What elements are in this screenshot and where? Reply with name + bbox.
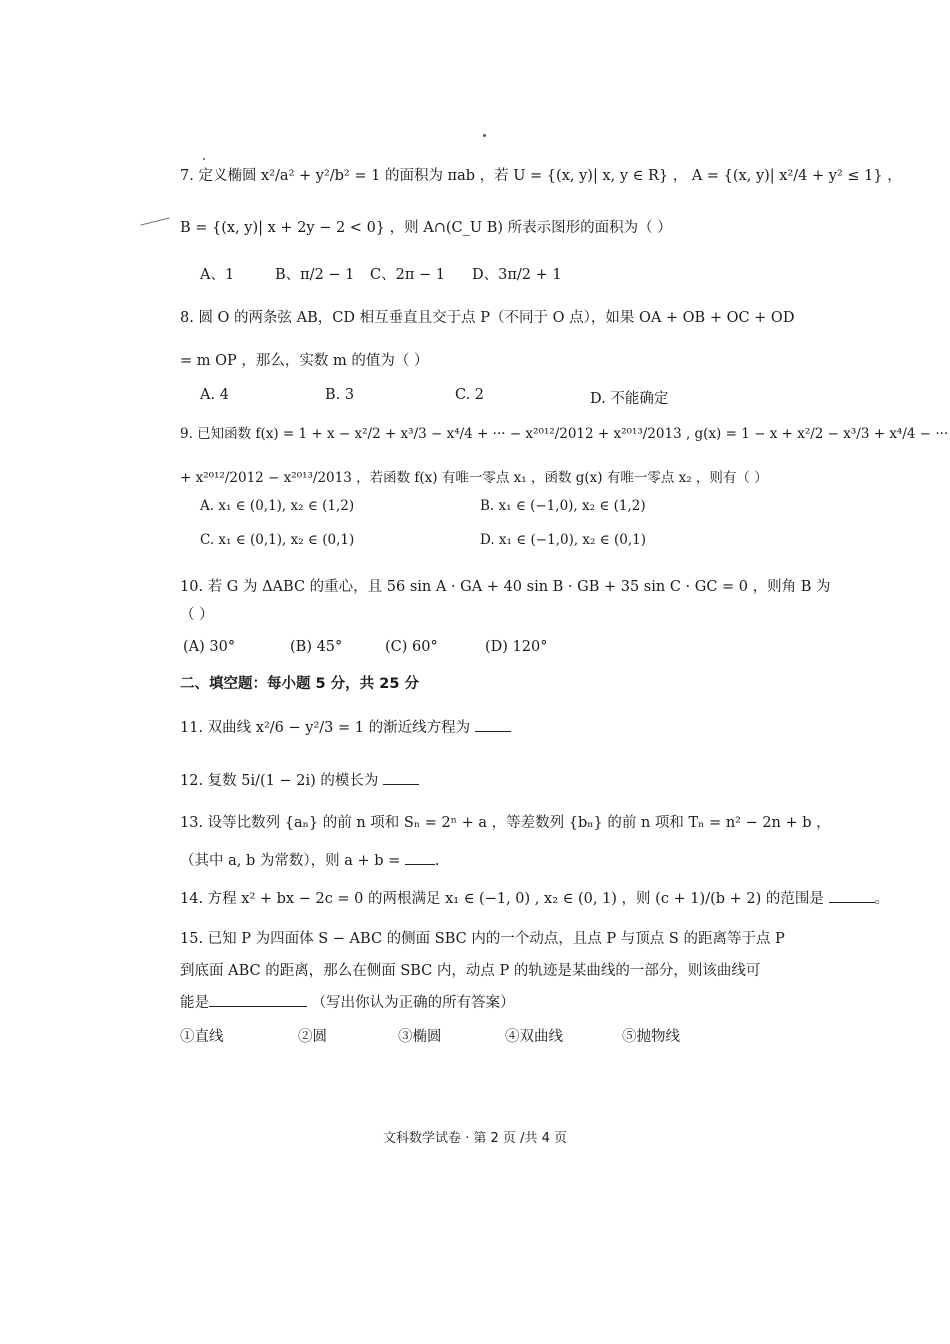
question-14-end: 。 — [874, 891, 889, 907]
question-8-option-d: D. 不能确定 — [590, 391, 669, 407]
question-10-option-d: (D) 120° — [485, 639, 548, 655]
question-9-option-a: A. x₁ ∈ (0,1), x₂ ∈ (1,2) — [200, 498, 355, 514]
answer-blank[interactable] — [829, 888, 875, 903]
question-13-line-2 — [180, 850, 780, 872]
question-13-end: . — [434, 853, 440, 869]
question-15-choice: ④双曲线 — [505, 1029, 563, 1045]
answer-blank[interactable] — [383, 770, 419, 785]
question-13-text: （其中 a, b 为常数），则 a + b = — [180, 853, 401, 869]
question-13-line-1: 13. 设等比数列 {aₙ} 的前 n 项和 Sₙ = 2ⁿ + a ，等差数列 {bₙ} 的前 n 项和 Tₙ = n² − 2n + b ， — [180, 815, 831, 831]
question-9-option-c: C. x₁ ∈ (0,1), x₂ ∈ (0,1) — [200, 532, 355, 548]
question-8-option-c: C. 2 — [455, 387, 485, 403]
question-10-line-1: 10. 若 G 为 ΔABC 的重心，且 56 sin A · GA + 40 sin B · GB + 35 sin C · GC = 0 ，则角 B 为 — [180, 579, 831, 595]
answer-blank[interactable] — [209, 992, 307, 1007]
question-11-text: 11. 双曲线 x²/6 − y²/3 = 1 的渐近线方程为 — [180, 720, 471, 736]
question-8-line-1: 8. 圆 O 的两条弦 AB，CD 相互垂直且交于点 P（不同于 O 点），如果 OA + OB + OC + OD — [180, 310, 795, 326]
question-7-option-c: C、2π − 1 — [370, 267, 445, 283]
question-14 — [180, 888, 889, 910]
section-heading-fill-in: 二、填空题：每小题 5 分，共 25 分 — [180, 676, 419, 692]
question-8-line-2: = m OP ，那么，实数 m 的值为（ ） — [180, 353, 429, 369]
question-10-line-2: （ ） — [180, 607, 214, 623]
question-10-option-b: (B) 45° — [290, 639, 343, 655]
answer-blank[interactable] — [475, 717, 511, 732]
question-9-line-2: + x²⁰¹²/2012 − x²⁰¹³/2013 ，若函数 f(x) 有唯一零点 x₁ ，函数 g(x) 有唯一零点 x₂ ，则有（ ） — [180, 470, 768, 486]
question-15-choice: ③椭圆 — [398, 1029, 442, 1045]
question-15-line-1: 15. 已知 P 为四面体 S − ABC 的侧面 SBC 内的一个动点，且点 P 与顶点 S 的距离等于点 P — [180, 931, 785, 947]
question-15-hint: （写出你认为正确的所有答案） — [311, 995, 515, 1011]
answer-blank[interactable] — [405, 850, 435, 865]
question-10-option-c: (C) 60° — [385, 639, 438, 655]
question-15-line-2: 到底面 ABC 的距离，那么在侧面 SBC 内，动点 P 的轨迹是某曲线的一部分，则该曲线可 — [180, 963, 761, 979]
question-15-choice: ①直线 — [180, 1029, 224, 1045]
question-9-line-1: 9. 已知函数 f(x) = 1 + x − x²/2 + x³/3 − x⁴/4 + ··· − x²⁰¹²/2012 + x²⁰¹³/2013 , g(x) = 1 − x + x²/2 − x³/3 + x⁴/4 − ··· — [180, 426, 949, 442]
question-15-choice: ②圆 — [298, 1029, 327, 1045]
question-9-option-b: B. x₁ ∈ (−1,0), x₂ ∈ (1,2) — [480, 498, 646, 514]
question-7-line-1: 7. 定义椭圆 x²/a² + y²/b² = 1 的面积为 πab ，若 U = {(x, y)| x, y ∈ R} ， A = {(x, y)| x²/4 + y² ≤ 1} ， — [180, 168, 902, 184]
question-12-text: 12. 复数 5i/(1 − 2i) 的模长为 — [180, 773, 379, 789]
question-12 — [180, 770, 780, 792]
scan-speck — [203, 158, 205, 160]
question-8-option-b: B. 3 — [325, 387, 355, 403]
question-10-option-a: (A) 30° — [183, 639, 236, 655]
question-7-option-d: D、3π/2 + 1 — [472, 267, 562, 283]
question-7-option-a: A、1 — [200, 267, 235, 283]
page-footer: 文科数学试卷 · 第 2 页 /共 4 页 — [383, 1131, 567, 1146]
question-9-option-d: D. x₁ ∈ (−1,0), x₂ ∈ (0,1) — [480, 532, 647, 548]
question-14-text: 14. 方程 x² + bx − 2c = 0 的两根满足 x₁ ∈ (−1, 0) , x₂ ∈ (0, 1) ，则 (c + 1)/(b + 2) 的范围是 — [180, 891, 824, 907]
scan-speck — [483, 134, 486, 137]
question-11 — [180, 717, 780, 739]
question-7-line-2: B = {(x, y)| x + 2y − 2 < 0} ，则 A∩(C_U B) 所表示图形的面积为（ ） — [180, 220, 672, 236]
question-8-option-a: A. 4 — [200, 387, 229, 403]
pen-mark — [140, 217, 169, 225]
question-15-choice: ⑤抛物线 — [622, 1029, 680, 1045]
question-15-lead: 能是 — [180, 995, 209, 1011]
question-7-option-b: B、π/2 − 1 — [275, 267, 355, 283]
question-15-line-3 — [180, 992, 780, 1014]
